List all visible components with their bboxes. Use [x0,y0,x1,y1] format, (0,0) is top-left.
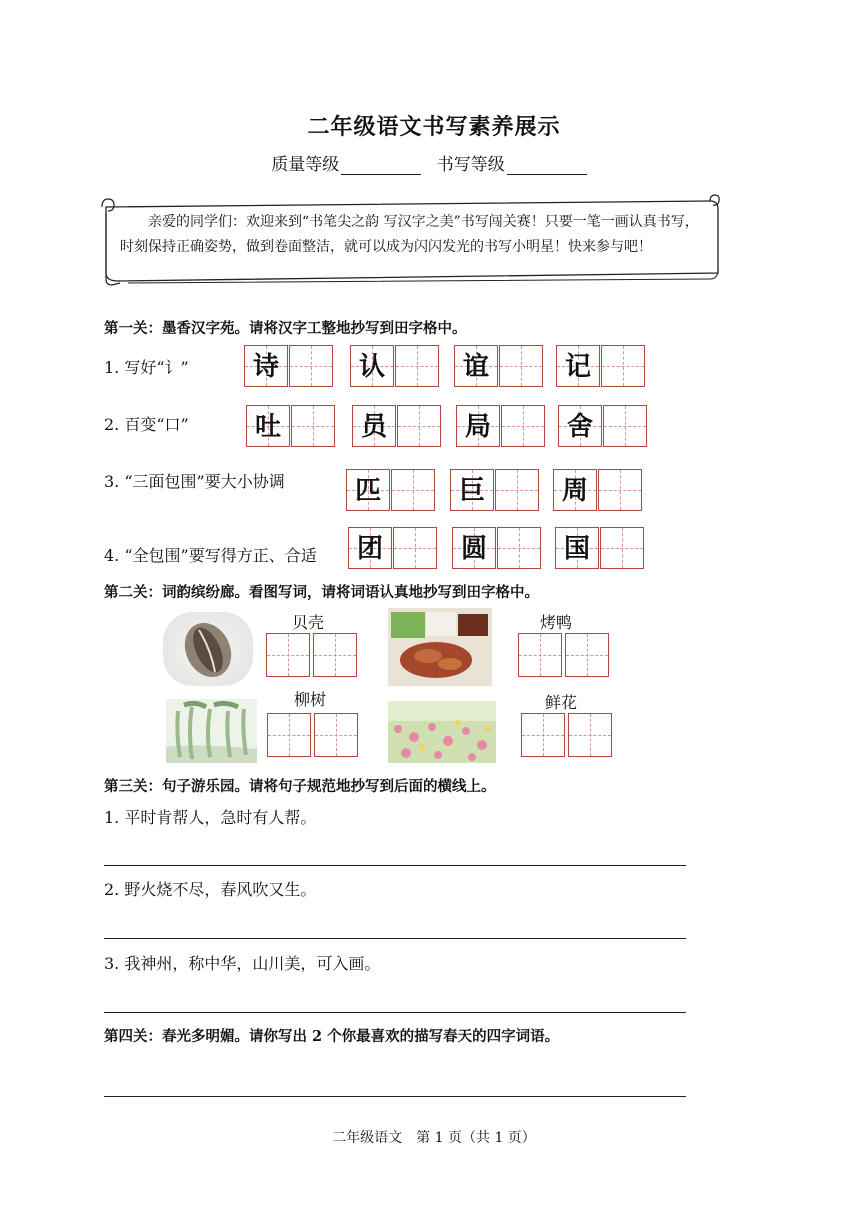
writing-grade-blank[interactable] [507,156,587,175]
word-label-willow: 柳树 [294,690,327,709]
row3-label: 3. “三面包围”要大小协调 [104,472,285,491]
writing-line-4[interactable] [104,1096,686,1097]
page-title: 二年级语文书写素养展示 [307,114,561,140]
writing-line-1[interactable] [104,865,686,866]
quality-grade-blank[interactable] [341,156,421,175]
row1-label: 1. 写好“讠” [104,358,189,377]
roast-duck-image [388,608,492,686]
row4-label: 4. “全包围”要写得方正、合适 [104,546,317,565]
word-label-shell: 贝壳 [292,613,325,632]
grade-fields [0,150,868,175]
writing-line-3[interactable] [104,1012,686,1013]
flowers-image [388,701,496,763]
section1-heading: 第一关：墨香汉字苑。请将汉字工整地抄写到田字格中。 [104,320,467,337]
word-label-duck: 烤鸭 [540,613,573,632]
section2-heading: 第二关：词韵缤纷廊。看图写词，请将词语认真地抄写到田字格中。 [104,584,539,601]
sentence-3: 3. 我神州，称中华，山川美，可入画。 [104,954,381,973]
section4-heading: 第四关：春光多明媚。请你写出 2 个你最喜欢的描写春天的四字词语。 [104,1028,560,1045]
page-footer: 二年级语文 第 1 页（共 1 页） [332,1130,536,1146]
sentence-2: 2. 野火烧不尽，春风吹又生。 [104,880,317,899]
word-label-flowers: 鲜花 [545,693,578,712]
writing-grade-label: 书写等级 [436,155,505,175]
intro-text: 亲爱的同学们：欢迎来到“书笔尖之韵 写汉字之美”书写闯关赛！只要一笔一画认真书写，时刻保持正确姿势，做到卷面整洁，就可以成为闪闪发光的书写小明星！快来参与吧！ [120,214,699,255]
quality-grade-label: 质量等级 [271,155,340,175]
sentence-1: 1. 平时肯帮人，急时有人帮。 [104,808,317,827]
shell-image [163,612,253,686]
section3-heading: 第三关：句子游乐园。请将句子规范地抄写到后面的横线上。 [104,778,496,795]
willow-image [166,699,257,763]
writing-line-2[interactable] [104,938,686,939]
row2-label: 2. 百变“口” [104,415,189,434]
